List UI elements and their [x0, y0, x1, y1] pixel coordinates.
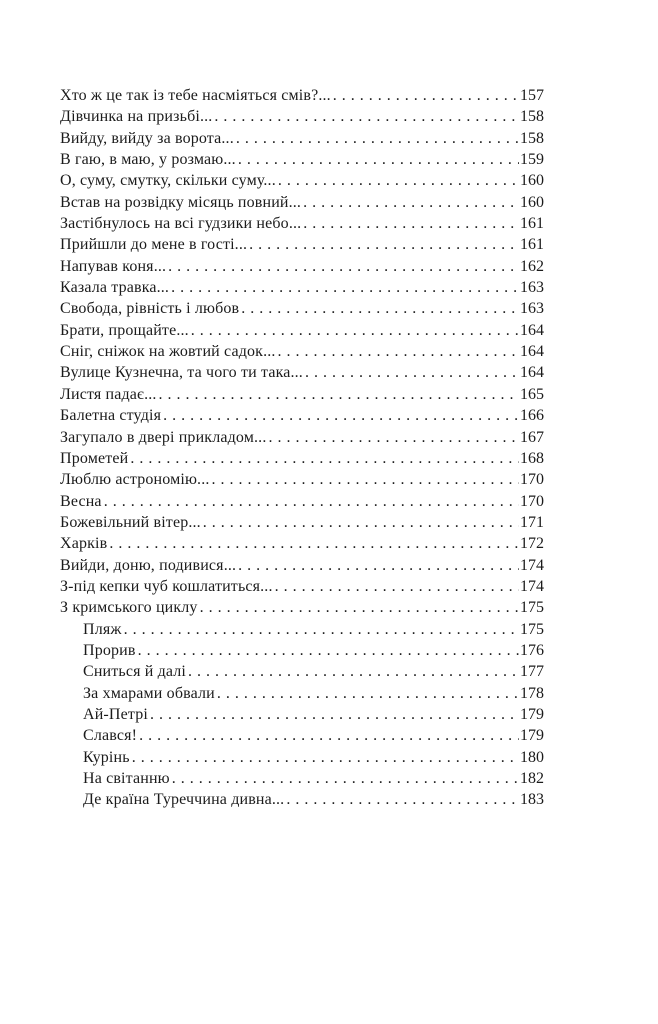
toc-leader-dots: [238, 555, 519, 576]
toc-leader-dots: [236, 128, 519, 149]
toc-entry: [60, 128, 544, 149]
toc-entry-title: Вийди, доню, подивися...: [60, 556, 237, 574]
toc-entry: [60, 661, 544, 682]
toc-entry: [60, 362, 544, 383]
toc-entry-page: 163: [520, 279, 544, 297]
toc-entry-page: 172: [520, 535, 544, 553]
toc-leader-dots: [163, 405, 519, 426]
toc-entry: [60, 768, 544, 789]
toc-entry: [60, 491, 544, 512]
toc-entry-title: О, суму, смутку, скільки суму...: [60, 172, 276, 190]
toc-entry-page: 164: [520, 364, 544, 382]
toc-entry-page: 182: [520, 770, 544, 787]
toc-leader-dots: [191, 320, 519, 341]
toc-entry-title: Застібнулось на всі гудзики небо...: [60, 215, 302, 233]
toc-leader-dots: [132, 747, 519, 768]
toc-leader-dots: [249, 234, 519, 255]
toc-entry: [60, 192, 544, 213]
toc-entry: [60, 256, 544, 277]
toc-entry: [60, 640, 544, 661]
toc-entry-title: Прорив: [83, 641, 136, 659]
toc-leader-dots: [238, 149, 519, 170]
table-of-contents: [60, 85, 544, 811]
toc-entry-title: Курінь: [83, 748, 130, 766]
toc-entry-title: Пляж: [83, 620, 122, 638]
toc-leader-dots: [150, 704, 519, 725]
toc-entry-title: Люблю астрономію...: [60, 471, 210, 489]
toc-leader-dots: [171, 277, 519, 298]
toc-entry: [60, 341, 544, 362]
toc-leader-dots: [268, 427, 519, 448]
toc-entry-page: 157: [520, 87, 544, 104]
toc-entry: [60, 85, 544, 106]
toc-entry-title: Ай-Петрі: [83, 705, 148, 723]
toc-entry: [60, 576, 544, 597]
toc-entry-page: 176: [520, 641, 544, 659]
toc-entry: [60, 469, 544, 490]
toc-entry-page: 164: [520, 321, 544, 339]
toc-entry-title: Встав на розвідку місяць повний...: [60, 193, 302, 211]
toc-entry: [60, 298, 544, 319]
toc-leader-dots: [109, 533, 519, 554]
toc-leader-dots: [188, 661, 519, 682]
toc-entry: [60, 384, 544, 405]
toc-entry: [60, 704, 544, 725]
toc-entry: [60, 234, 544, 255]
toc-entry-title: За хмарами обвали: [83, 684, 215, 702]
toc-entry: [60, 320, 544, 341]
toc-entry-title: Весна: [60, 492, 102, 510]
toc-leader-dots: [159, 384, 519, 405]
toc-entry-title: Казала травка...: [60, 279, 170, 297]
toc-entry: [60, 277, 544, 298]
toc-entry-page: 159: [520, 151, 544, 169]
toc-entry-page: 179: [520, 727, 544, 745]
toc-leader-dots: [139, 725, 519, 746]
toc-leader-dots: [104, 491, 519, 512]
toc-entry-page: 166: [520, 407, 544, 425]
toc-leader-dots: [214, 106, 519, 127]
toc-leader-dots: [124, 619, 519, 640]
toc-leader-dots: [278, 341, 519, 362]
toc-leader-dots: [217, 683, 519, 704]
toc-entry: [60, 448, 544, 469]
toc-entry-page: 179: [520, 705, 544, 723]
toc-leader-dots: [168, 256, 519, 277]
toc-entry-page: 170: [520, 492, 544, 510]
toc-leader-dots: [303, 192, 519, 213]
toc-entry-title: Божевільний вітер...: [60, 513, 201, 531]
toc-entry-page: 162: [520, 257, 544, 275]
toc-leader-dots: [138, 640, 519, 661]
toc-entry-page: 158: [520, 108, 544, 126]
toc-entry-title: Загупало в двері прикладом...: [60, 428, 267, 446]
toc-entry-page: 177: [520, 663, 544, 681]
toc-entry-title: Дівчинка на призьбі...: [60, 108, 213, 126]
toc-entry-title: З кримського циклу: [60, 599, 198, 617]
toc-entry-page: 163: [520, 300, 544, 318]
toc-entry-page: 174: [520, 577, 544, 595]
toc-entry-page: 161: [520, 236, 544, 254]
toc-entry-title: В гаю, в маю, у розмаю...: [60, 151, 236, 169]
toc-entry: [60, 747, 544, 768]
toc-entry-page: 178: [520, 684, 544, 702]
toc-leader-dots: [130, 448, 519, 469]
toc-entry-page: 180: [520, 748, 544, 766]
toc-leader-dots: [275, 576, 519, 597]
toc-entry-page: 171: [520, 513, 544, 531]
toc-leader-dots: [305, 362, 519, 383]
toc-entry-page: 183: [520, 791, 544, 809]
toc-entry-title: Вулице Кузнечна, та чого ти така...: [60, 364, 303, 382]
toc-entry-page: 158: [520, 129, 544, 147]
toc-entry-page: 170: [520, 471, 544, 489]
toc-entry-title: Харків: [60, 535, 108, 553]
toc-entry-title: Вийду, вийду за ворота...: [60, 129, 234, 147]
toc-entry: [60, 405, 544, 426]
toc-entry-page: 160: [520, 172, 544, 190]
toc-entry: [60, 725, 544, 746]
toc-leader-dots: [333, 85, 519, 106]
toc-entry-title: Напував коня...: [60, 257, 167, 275]
toc-entry-title: Хто ж це так із тебе насміяться смів?...: [60, 87, 331, 104]
toc-entry-page: 168: [520, 449, 544, 467]
toc-entry-title: Сниться й далі: [83, 663, 187, 681]
toc-entry-title: Де країна Туреччина дивна...: [83, 791, 285, 809]
toc-entry-title: Сніг, сніжок на жовтий садок...: [60, 343, 276, 361]
toc-entry: [60, 106, 544, 127]
toc-entry-title: Листя падає...: [60, 385, 157, 403]
toc-leader-dots: [200, 597, 519, 618]
toc-entry: [60, 789, 544, 810]
toc-entry-page: 160: [520, 193, 544, 211]
toc-leader-dots: [212, 469, 519, 490]
toc-entry: [60, 619, 544, 640]
toc-entry-title: Балетна студія: [60, 407, 162, 425]
toc-entry-page: 174: [520, 556, 544, 574]
toc-leader-dots: [278, 170, 519, 191]
toc-entry-title: З-під кепки чуб кошлатиться...: [60, 577, 273, 595]
toc-entry: [60, 149, 544, 170]
toc-entry-page: 164: [520, 343, 544, 361]
toc-entry: [60, 170, 544, 191]
toc-entry: [60, 597, 544, 618]
toc-entry: [60, 555, 544, 576]
toc-entry-page: 175: [520, 599, 544, 617]
toc-entry-title: Слався!: [83, 727, 138, 745]
toc-entry-title: Прийшли до мене в гості...: [60, 236, 248, 254]
toc-leader-dots: [203, 512, 519, 533]
toc-entry-page: 175: [520, 620, 544, 638]
toc-entry-page: 165: [520, 385, 544, 403]
toc-entry: [60, 213, 544, 234]
toc-leader-dots: [303, 213, 519, 234]
toc-entry-page: 167: [520, 428, 544, 446]
toc-entry: [60, 427, 544, 448]
toc-entry: [60, 512, 544, 533]
toc-leader-dots: [286, 789, 519, 810]
toc-leader-dots: [172, 768, 519, 789]
toc-entry: [60, 683, 544, 704]
toc-leader-dots: [241, 298, 519, 319]
toc-entry-title: Прометей: [60, 449, 129, 467]
toc-entry-title: На світанню: [83, 770, 170, 787]
toc-entry: [60, 533, 544, 554]
toc-entry-title: Брати, прощайте...: [60, 321, 189, 339]
toc-entry-page: 161: [520, 215, 544, 233]
toc-entry-title: Свобода, рівність і любов: [60, 300, 240, 318]
